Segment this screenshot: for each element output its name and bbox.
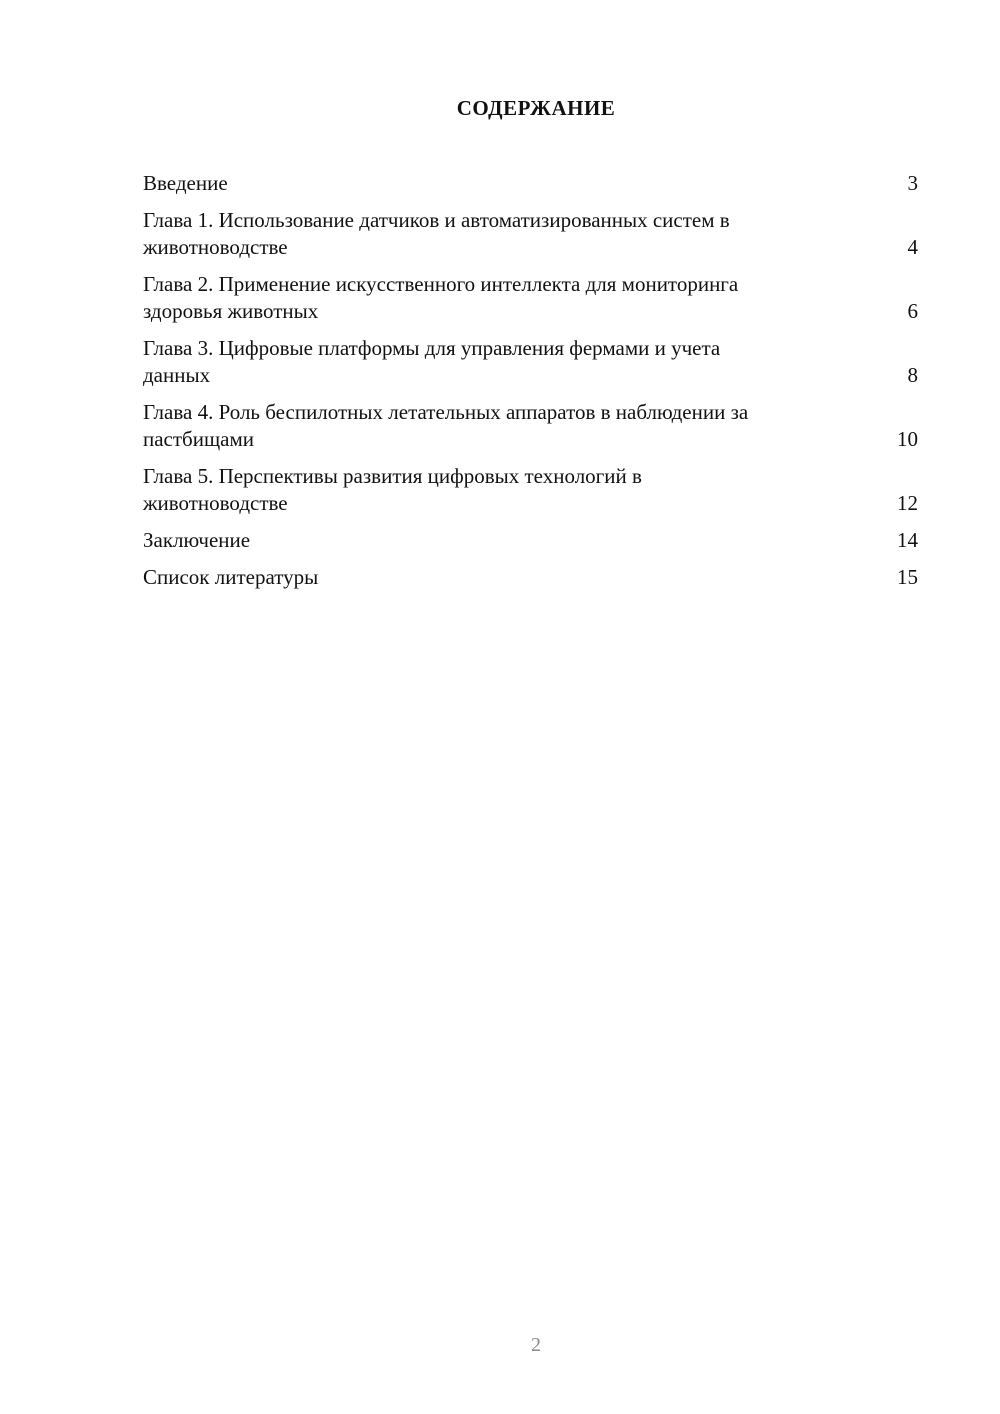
toc-entry-chapter-1 xyxy=(143,207,918,261)
toc-entry-introduction xyxy=(143,170,918,197)
toc-entry-page: 8 xyxy=(907,363,918,387)
toc-entry-references xyxy=(143,564,918,591)
toc-entry-conclusion xyxy=(143,527,918,554)
toc-entry-page: 3 xyxy=(907,171,918,195)
toc-entry-chapter-5 xyxy=(143,463,918,517)
toc-entry-page: 15 xyxy=(897,565,918,589)
toc-entry-label: Введение xyxy=(143,171,228,195)
toc-title: СОДЕРЖАНИЕ xyxy=(456,96,616,120)
toc-entry-page: 10 xyxy=(897,427,918,451)
toc-entry-label: Глава 1. Использование датчиков и автоматизированных систем в животноводстве xyxy=(143,208,730,259)
toc-entry-page: 6 xyxy=(907,299,918,323)
toc-entry-page: 4 xyxy=(907,235,918,259)
table-of-contents xyxy=(143,170,918,601)
toc-entry-label: Глава 4. Роль беспилотных летательных аппаратов в наблюдении за пастбищами xyxy=(143,400,749,451)
toc-entry-label: Список литературы xyxy=(143,565,319,589)
toc-entry-chapter-4 xyxy=(143,399,918,453)
toc-entry-label: Заключение xyxy=(143,528,251,552)
toc-entry-label: Глава 2. Применение искусственного интеллекта для мониторинга здоровья животных xyxy=(143,272,739,323)
toc-entry-chapter-2 xyxy=(143,271,918,325)
toc-entry-chapter-3 xyxy=(143,335,918,389)
toc-entry-page: 14 xyxy=(897,528,918,552)
toc-entry-label: Глава 5. Перспективы развития цифровых технологий в животноводстве xyxy=(143,464,642,515)
toc-entry-page: 12 xyxy=(897,491,918,515)
page-number: 2 xyxy=(531,1334,541,1356)
toc-entry-label: Глава 3. Цифровые платформы для управления фермами и учета данных xyxy=(143,336,721,387)
